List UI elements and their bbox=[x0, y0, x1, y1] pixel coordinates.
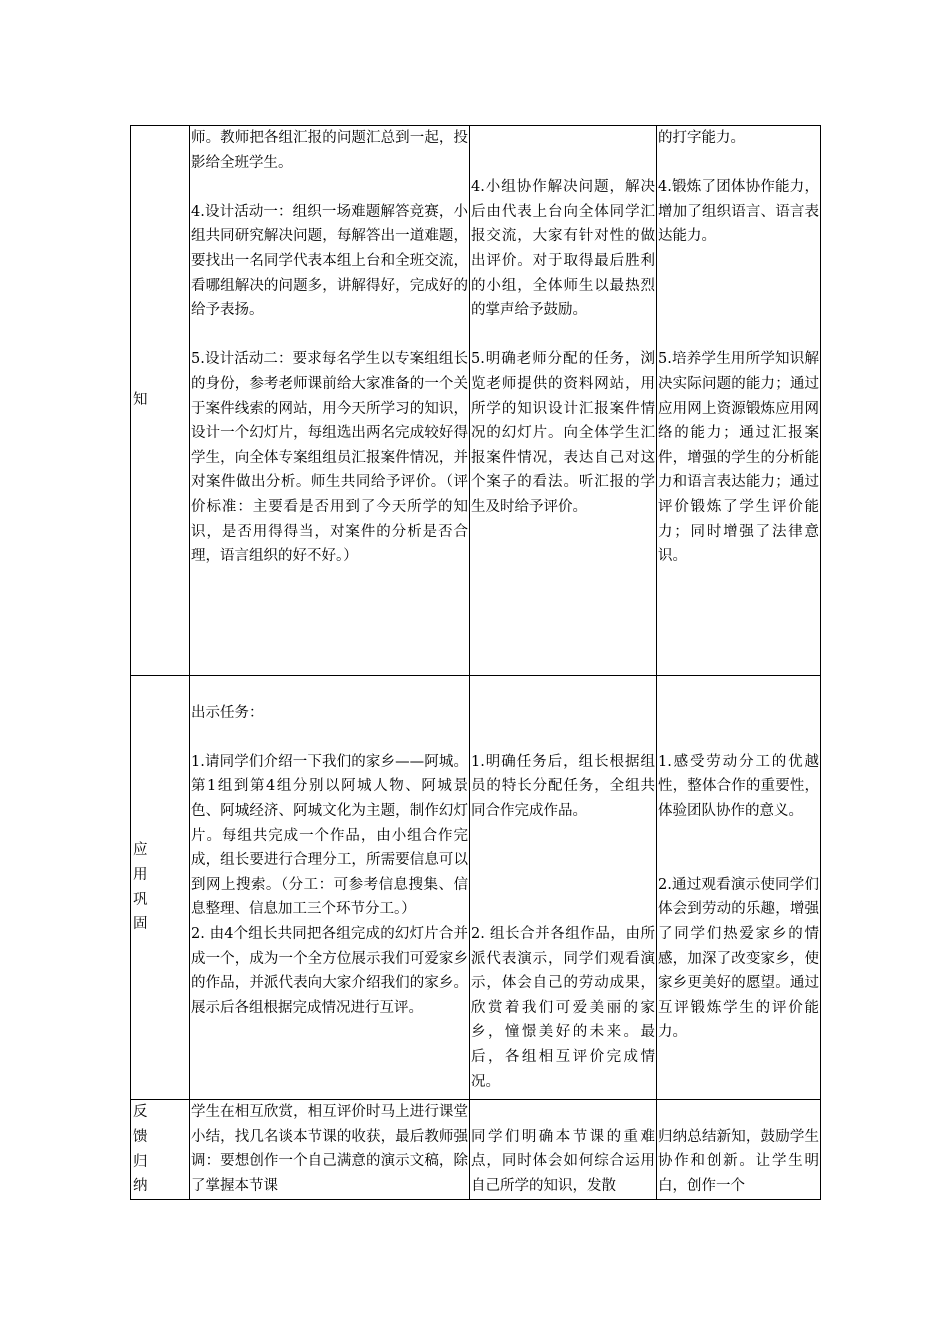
student-activity-cell bbox=[470, 126, 657, 676]
intent-text: 归纳总结新知，鼓励学生协作和创新。让学生明白，创作一个 bbox=[658, 1128, 819, 1194]
design-intent-cell bbox=[657, 1100, 821, 1200]
teacher-text: 出示任务： bbox=[191, 704, 264, 721]
student-text: 同学们明确本节课的重难点，同时体会如何综合运用自己所学的知识，发散 bbox=[471, 1128, 655, 1194]
teacher-text: 2. 由4个组长共同把各组完成的幻灯片合并成一个，成为一个全方位展示我们可爱家乡的作品，并派代表向大家介绍我们的家乡。展示后各组根据完成情况进行互评。 bbox=[191, 925, 468, 1016]
table-row bbox=[131, 676, 821, 1100]
teacher-text: 师。教师把各组汇报的问题汇总到一起，投影给全班学生。 bbox=[191, 130, 468, 171]
student-text: 4.小组协作解决问题，解决后由代表上台向全体同学汇报交流，大家有针对性的做出评价。对于取得最后胜利的小组，全体师生以最热烈的掌声给予鼓励。 bbox=[471, 179, 655, 319]
table-row bbox=[131, 1100, 821, 1200]
teacher-text: 5.设计活动二：要求每名学生以专案组组长的身份，参考老师课前给大家准备的一个关于案件线索的网站，用今天所学习的知识，设计一个幻灯片，每组选出两名完成较好得学生，向全体专案组组员汇报案件情况，并对案件做出分析。师生共同给予评价。（评价标准：主要看是否用到了今天所学的知识，是否用得得当，对案件的分析是否合理，语言组织的好不好。） bbox=[191, 351, 468, 565]
teacher-text: 4.设计活动一：组织一场难题解答竞赛，小组共同研究解决问题，每解答出一道难题，要找出一名同学代表本组上台和全班交流，看哪组解决的问题多，讲解得好，完成好的给予表扬。 bbox=[191, 203, 468, 319]
table-row bbox=[131, 126, 821, 676]
student-text: 1.明确任务后，组长根据组员的特长分配任务，全组共同合作完成作品。 bbox=[471, 753, 655, 819]
lesson-plan-table bbox=[130, 125, 821, 1200]
stage-label: 知 bbox=[133, 392, 148, 409]
stage-label: 应用巩固 bbox=[133, 842, 148, 933]
student-activity-cell bbox=[470, 676, 657, 1100]
teacher-text: 学生在相互欣赏，相互评价时马上进行课堂小结，找几名谈本节课的收获，最后教师强调：要想创作一个自己满意的演示文稿，除了掌握本节课 bbox=[191, 1104, 468, 1194]
student-activity-cell bbox=[470, 1100, 657, 1200]
design-intent-cell bbox=[657, 676, 821, 1100]
intent-text: 2.通过观看演示使同学们体会到劳动的乐趣，增强了同学们热爱家乡的情感，加深了改变家乡，使家乡更美好的愿望。通过互评锻炼学生的评价能力。 bbox=[658, 876, 819, 1041]
teacher-activity-cell bbox=[190, 676, 470, 1100]
teacher-activity-cell bbox=[190, 126, 470, 676]
stage-cell bbox=[131, 676, 190, 1100]
intent-text: 5.培养学生用所学知识解决实际问题的能力；通过应用网上资源锻炼应用网络的能力；通过汇报案件，增强的学生的分析能力和语言表达能力；通过评价锻炼了学生评价能力；同时增强了法律意识。 bbox=[658, 351, 819, 565]
teacher-text: 1.请同学们介绍一下我们的家乡——阿城。第1组到第4组分别以阿城人物、阿城景色、阿城经济、阿城文化为主题，制作幻灯片。每组共完成一个作品，由小组合作完成，组长要进行合理分工，所需要信息可以到网上搜索。（分工：可参考信息搜集、信息整理、信息加工三个环节分工。） bbox=[191, 753, 468, 918]
student-text: 2. 组长合并各组作品，由所派代表演示，同学们观看演示，体会自己的劳动成果，欣赏着我们可爱美丽的家乡，憧憬美好的未来。最后，各组相互评价完成情况。 bbox=[471, 925, 655, 1090]
student-text: 5.明确老师分配的任务，浏览老师提供的资料网站，用所学的知识设计汇报案件情况的幻灯片。向全体学生汇报案件情况，表达自己对这个案子的看法。听汇报的学生及时给予评价。 bbox=[471, 351, 655, 515]
intent-text: 的打字能力。 bbox=[658, 130, 745, 146]
stage-label: 反馈归纳 bbox=[133, 1104, 148, 1195]
stage-cell bbox=[131, 1100, 190, 1200]
stage-cell bbox=[131, 126, 190, 676]
intent-text: 4.锻炼了团体协作能力，增加了组织语言、语言表达能力。 bbox=[658, 179, 819, 245]
intent-text: 1.感受劳动分工的优越性，整体合作的重要性，体验团队协作的意义。 bbox=[658, 753, 819, 819]
teacher-activity-cell bbox=[190, 1100, 470, 1200]
design-intent-cell bbox=[657, 126, 821, 676]
